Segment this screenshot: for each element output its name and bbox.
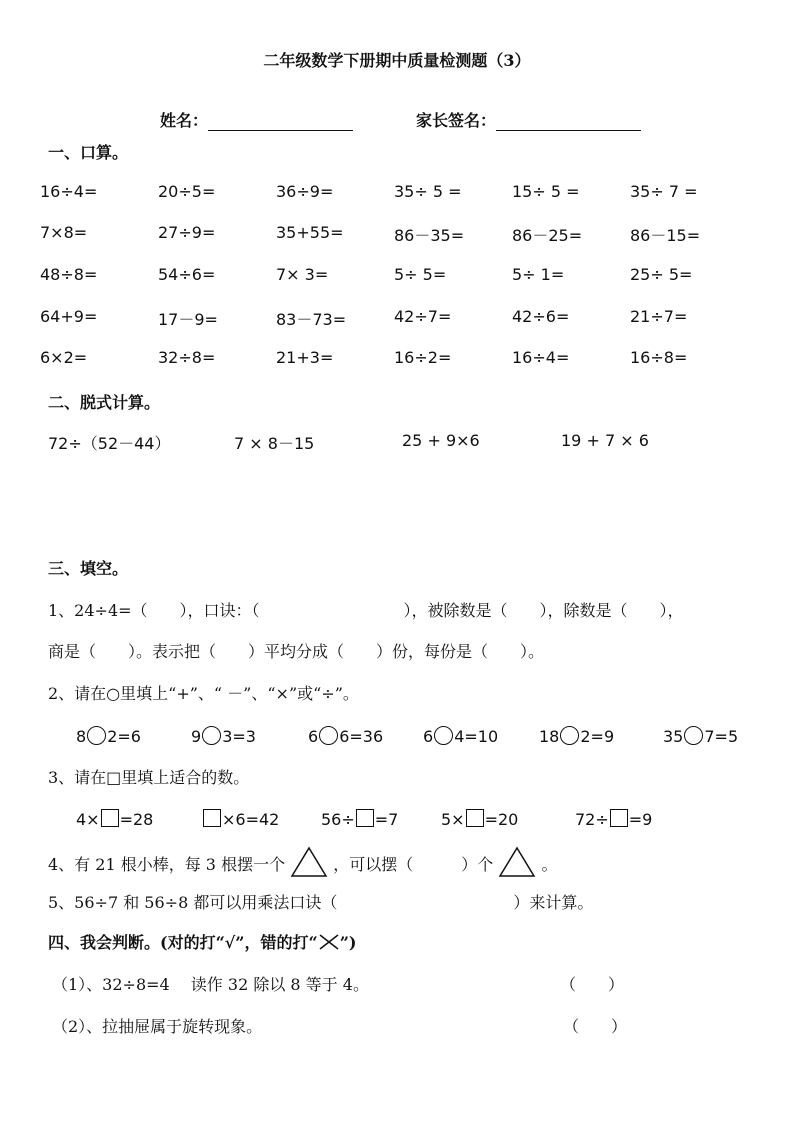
- cross-mark-icon: [318, 933, 340, 951]
- section-4-heading-end: ”): [339, 933, 357, 952]
- oral-calc-item: 21+3=: [276, 348, 334, 367]
- oral-calc-item: 36÷9=: [276, 182, 334, 201]
- fill-q1-line2: 商是（ ）。表示把（ ）平均分成（ ）份，每份是（ ）。: [48, 642, 545, 661]
- triangle-icon: [498, 846, 536, 878]
- fill-q3-instruction: 3、请在□里填上适合的数。: [48, 768, 250, 787]
- operator-circle-item: [539, 726, 614, 746]
- operand-left: 8: [76, 727, 87, 746]
- oral-calc-item: 54÷6=: [158, 265, 216, 284]
- page-title: 二年级数学下册期中质量检测题（3）: [263, 51, 531, 70]
- operand-right: 2=6: [107, 727, 141, 746]
- name-label: 姓名：: [160, 111, 209, 130]
- box-suffix: =9: [628, 810, 653, 829]
- section-4-heading-text: 四、我会判断。(对的打“√”，错的打“: [48, 933, 318, 952]
- judge-item-1-text: （1）、32÷8=4 读作 32 除以 8 等于 4。: [52, 975, 369, 994]
- operand-right: 6=36: [339, 727, 384, 746]
- box-suffix: =28: [119, 810, 154, 829]
- box-fill-item: [441, 809, 518, 829]
- oral-calc-item: 6×2=: [40, 348, 88, 367]
- judge-item-2-text: （2）、拉抽屉属于旋转现象。: [52, 1017, 263, 1036]
- answer-box-blank[interactable]: [203, 809, 221, 827]
- triangle-icon: [290, 846, 328, 878]
- oral-calc-item: 35÷ 5 =: [394, 182, 462, 201]
- oral-calc-item: 86－35=: [394, 226, 465, 245]
- operand-left: 35: [663, 727, 684, 746]
- section-1-heading: 一、口算。: [48, 143, 129, 162]
- section-3-heading: 三、填空。: [48, 559, 129, 578]
- operator-circle-item: [308, 726, 383, 746]
- stepwise-item-2: 7 × 8－15: [234, 434, 315, 453]
- oral-calc-item: 25÷ 5=: [630, 265, 693, 284]
- oral-calc-item: 35+55=: [276, 223, 344, 242]
- box-suffix: =7: [374, 810, 399, 829]
- oral-calc-item: 35÷ 7 =: [630, 182, 698, 201]
- oral-calc-item: 7×8=: [40, 223, 88, 242]
- operand-right: 2=9: [580, 727, 615, 746]
- oral-calc-item: 7× 3=: [276, 265, 329, 284]
- operand-left: 6: [308, 727, 319, 746]
- box-prefix: 4×: [76, 810, 100, 829]
- oral-calc-item: 16÷2=: [394, 348, 452, 367]
- name-blank-line[interactable]: [208, 114, 353, 131]
- operator-circle-item: [76, 726, 141, 746]
- box-suffix: ×6=42: [222, 810, 280, 829]
- fill-q5: 5、56÷7 和 56÷8 都可以用乘法口诀（ ）来计算。: [48, 893, 594, 912]
- oral-calc-item: 5÷ 5=: [394, 265, 447, 284]
- oral-calc-item: 16÷4=: [512, 348, 570, 367]
- oral-calc-item: 15÷ 5 =: [512, 182, 580, 201]
- box-fill-item: [202, 809, 279, 829]
- section-4-heading: [48, 930, 356, 953]
- parent-signature-blank-line[interactable]: [496, 114, 641, 131]
- stepwise-item-4: 19 + 7 × 6: [561, 431, 649, 450]
- answer-box-blank[interactable]: [101, 809, 119, 827]
- oral-calc-item: 21÷7=: [630, 307, 688, 326]
- fill-q4-part2: ，可以摆（ ）个: [333, 855, 494, 874]
- operator-circle-blank[interactable]: [87, 726, 106, 745]
- name-field: [160, 108, 353, 131]
- oral-calc-item: 42÷7=: [394, 307, 452, 326]
- answer-box-blank[interactable]: [610, 809, 628, 827]
- box-fill-item: [575, 809, 652, 829]
- operator-circle-blank[interactable]: [684, 726, 703, 745]
- oral-calc-item: 17－9=: [158, 310, 218, 329]
- oral-calc-item: 32÷8=: [158, 348, 216, 367]
- operand-left: 6: [423, 727, 434, 746]
- box-prefix: 72÷: [575, 810, 609, 829]
- oral-calc-item: 86－25=: [512, 226, 583, 245]
- oral-calc-item: 42÷6=: [512, 307, 570, 326]
- fill-q4: [48, 846, 557, 878]
- judge-item-2-answer[interactable]: （ ）: [563, 1017, 628, 1036]
- box-prefix: 5×: [441, 810, 465, 829]
- operand-right: 4=10: [454, 727, 499, 746]
- oral-calc-item: 83－73=: [276, 310, 347, 329]
- stepwise-item-3: 25 + 9×6: [402, 431, 480, 450]
- oral-calc-item: 86－15=: [630, 226, 701, 245]
- operand-right: 7=5: [704, 727, 739, 746]
- oral-calc-item: 64+9=: [40, 307, 98, 326]
- operand-left: 18: [539, 727, 560, 746]
- operator-circle-blank[interactable]: [319, 726, 338, 745]
- box-fill-item: [76, 809, 153, 829]
- answer-box-blank[interactable]: [466, 809, 484, 827]
- parent-signature-label: 家长签名：: [416, 111, 497, 130]
- operator-circle-item: [663, 726, 738, 746]
- box-prefix: 56÷: [321, 810, 355, 829]
- fill-q4-part3: 。: [541, 855, 558, 874]
- oral-calc-item: 27÷9=: [158, 223, 216, 242]
- fill-q4-part1: 4、有 21 根小棒，每 3 根摆一个: [48, 855, 286, 874]
- section-2-heading: 二、脱式计算。: [48, 393, 161, 412]
- fill-q1-line1: 1、24÷4=（ ），口诀：（ ），被除数是（ ），除数是（ ），: [48, 601, 684, 620]
- operator-circle-item: [423, 726, 498, 746]
- operator-circle-item: [191, 726, 256, 746]
- operator-circle-blank[interactable]: [560, 726, 579, 745]
- stepwise-item-1: 72÷（52－44）: [48, 434, 171, 453]
- fill-q2-instruction: 2、请在○里填上“+”、“ －”、“×”或“÷”。: [48, 684, 359, 703]
- box-fill-item: [321, 809, 398, 829]
- parent-signature-field: [416, 108, 641, 131]
- oral-calc-item: 48÷8=: [40, 265, 98, 284]
- operator-circle-blank[interactable]: [434, 726, 453, 745]
- oral-calc-item: 20÷5=: [158, 182, 216, 201]
- oral-calc-item: 16÷8=: [630, 348, 688, 367]
- judge-item-1-answer[interactable]: （ ）: [560, 975, 625, 994]
- box-suffix: =20: [484, 810, 519, 829]
- oral-calc-item: 16÷4=: [40, 182, 98, 201]
- answer-box-blank[interactable]: [356, 809, 374, 827]
- operand-left: 9: [191, 727, 202, 746]
- operator-circle-blank[interactable]: [202, 726, 221, 745]
- operand-right: 3=3: [222, 727, 256, 746]
- oral-calc-item: 5÷ 1=: [512, 265, 565, 284]
